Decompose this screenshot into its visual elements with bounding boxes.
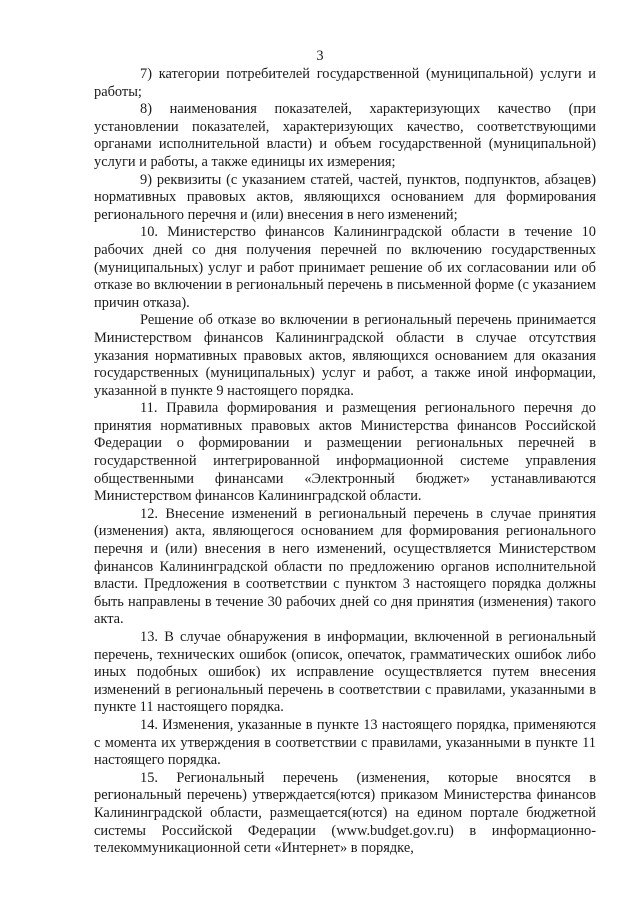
paragraph-clause-13: 13. В случае обнаружения в информации, включенной в региональный перечень, технических ошибок (описок, опечаток, грамматических ошибок либо иных подобных ошибок) их исправление осуществляется путем внесения изменений в региональный перечень в соответствии с правилами, указанными в пункте 11 настоящего порядка. [94, 629, 596, 716]
paragraph-clause-11: 11. Правила формирования и размещения регионального перечня до принятия нормативных правовых актов Министерства финансов Российской Федерации о формировании и размещении региональных перечней в государственной интегрированной информационной системе управления общественными финансами «Электронный бюджет» устанавливаются Министерством финансов Калининградской области. [94, 400, 596, 505]
paragraph-clause-15: 15. Региональный перечень (изменения, которые вносятся в региональный перечень) утверждается(ются) приказом Министерства финансов Калининградской области, размещается(ются) на едином портале бюджетной системы Российской Федерации (www.budget.gov.ru) в информационно-телекоммуникационной сети «Интернет» в порядке, [94, 769, 596, 857]
paragraph-clause-14: 14. Изменения, указанные в пункте 13 настоящего порядка, применяются с момента их утверждения в соответствии с правилами, указанными в пункте 11 настоящего порядка. [94, 716, 596, 769]
paragraph-item-7: 7) категории потребителей государственной (муниципальной) услуги и работы; [94, 66, 596, 100]
paragraph-item-8: 8) наименования показателей, характеризующих качество (при установлении показателей, характеризующих качество, соответствующими органами исполнительной власти) и объем государственной (муниципальной) услуги и работы, а также единицы их измерения; [94, 101, 596, 170]
paragraph-refusal-decision: Решение об отказе во включении в региональный перечень принимается Министерством финансов Калининградской области в случае отсутствия указания нормативных правовых актов, являющихся основанием для оказания государственных (муниципальных) услуг и работ, а также иной информации, указанной в пункте 9 настоящего порядка. [94, 312, 596, 399]
paragraph-item-9: 9) реквизиты (с указанием статей, частей, пунктов, подпунктов, абзацев) нормативных правовых актов, являющихся основанием для формирования регионального перечня и (или) внесения в него изменений; [94, 171, 596, 223]
paragraph-clause-10: 10. Министерство финансов Калининградской области в течение 10 рабочих дней со дня получения перечней по включению государственных (муниципальных) услуг и работ принимает решение об их согласовании или об отказе во включении в региональный перечень в письменной форме (с указанием причин отказа). [94, 224, 596, 311]
page-number: 3 [316, 48, 324, 64]
document-body [94, 66, 596, 858]
paragraph-clause-12: 12. Внесение изменений в региональный перечень в случае принятия (изменения) акта, являющегося основанием для формирования регионального перечня и (или) внесения в него изменений, осуществляется Министерством финансов Калининградской области по предложению органов исполнительной власти. Предложения в соответствии с пунктом 3 настоящего порядка должны быть направлены в течение 30 рабочих дней со дня принятия (изменения) такого акта. [94, 505, 596, 628]
